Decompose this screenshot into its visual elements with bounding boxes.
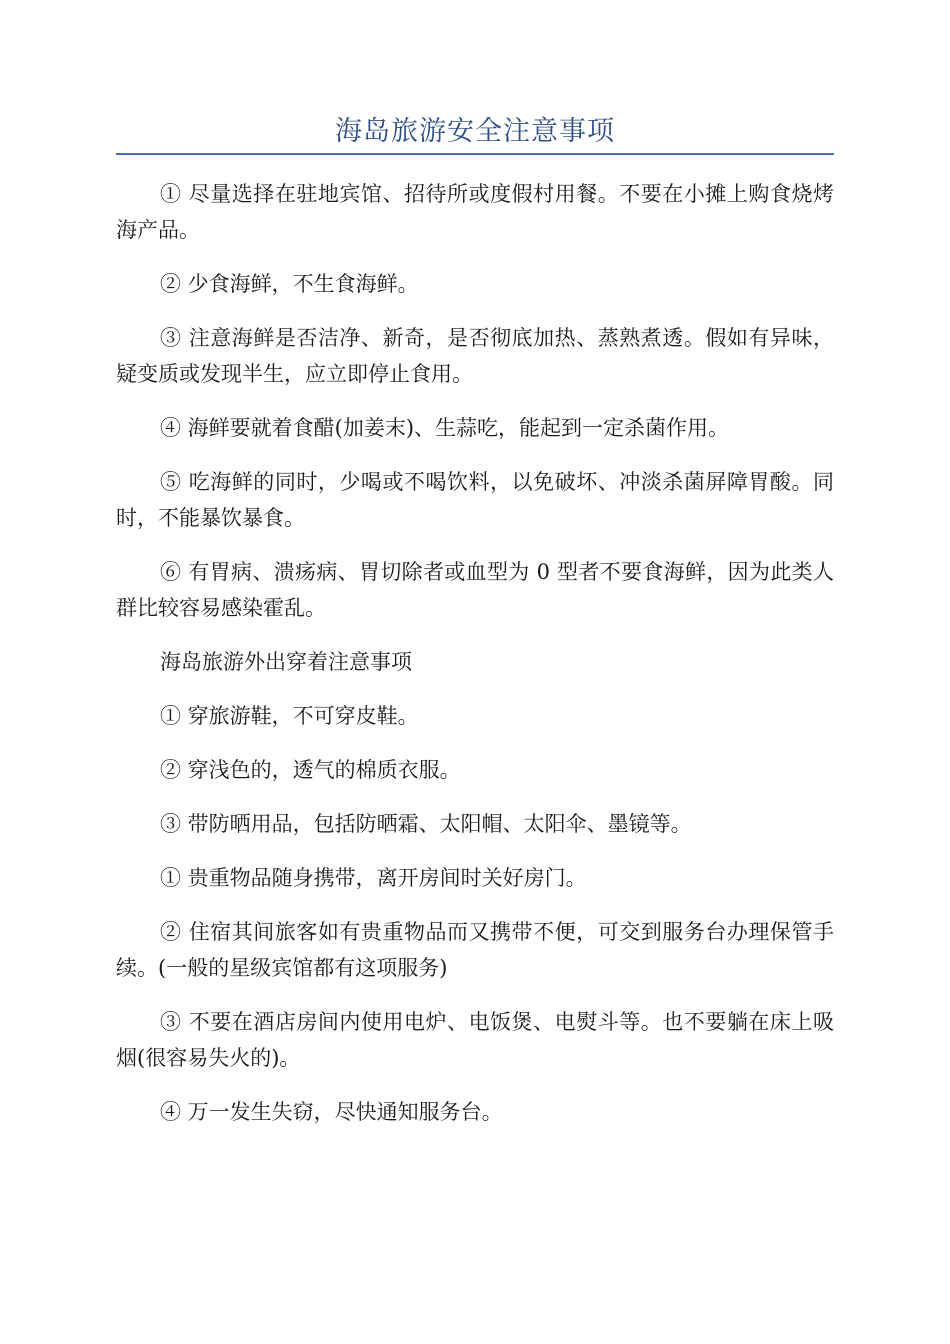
page-title: 海岛旅游安全注意事项 xyxy=(335,116,615,147)
paragraph-clothing-1: ① 穿旅游鞋，不可穿皮鞋。 xyxy=(160,704,419,728)
paragraph-food-6: ⑥ 有胃病、溃疡病、胃切除者或血型为 0 型者不要食海鲜，因为此类人群比较容易感染霍乱。 xyxy=(116,560,834,620)
paragraph-food-5: ⑤ 吃海鲜的同时，少喝或不喝饮料，以免破坏、冲淡杀菌屏障胃酸。同时，不能暴饮暴食。 xyxy=(116,470,834,530)
title-underline xyxy=(116,153,834,155)
paragraph-clothing-3: ③ 带防晒用品，包括防晒霜、太阳帽、太阳伞、墨镜等。 xyxy=(160,812,692,836)
paragraph-lodging-2: ② 住宿其间旅客如有贵重物品而又携带不便，可交到服务台办理保管手续。(一般的星级宾馆都有这项服务) xyxy=(116,920,834,980)
paragraph-lodging-3: ③ 不要在酒店房间内使用电炉、电饭煲、电熨斗等。也不要躺在床上吸烟(很容易失火的)。 xyxy=(116,1010,834,1070)
paragraph-lodging-4: ④ 万一发生失窃，尽快通知服务台。 xyxy=(160,1100,503,1124)
section-heading-clothing: 海岛旅游外出穿着注意事项 xyxy=(160,650,412,674)
paragraph-clothing-2: ② 穿浅色的，透气的棉质衣服。 xyxy=(160,758,461,782)
paragraph-food-4: ④ 海鲜要就着食醋(加姜末)、生蒜吃，能起到一定杀菌作用。 xyxy=(160,416,730,440)
paragraph-lodging-1: ① 贵重物品随身携带，离开房间时关好房门。 xyxy=(160,866,587,890)
paragraph-food-2: ② 少食海鲜，不生食海鲜。 xyxy=(160,272,419,296)
paragraph-food-3: ③ 注意海鲜是否洁净、新奇，是否彻底加热、蒸熟煮透。假如有异味，疑变质或发现半生，应立即停止食用。 xyxy=(116,326,834,386)
document-body xyxy=(116,176,834,1148)
paragraph-food-1: ① 尽量选择在驻地宾馆、招待所或度假村用餐。不要在小摊上购食烧烤海产品。 xyxy=(116,182,834,242)
